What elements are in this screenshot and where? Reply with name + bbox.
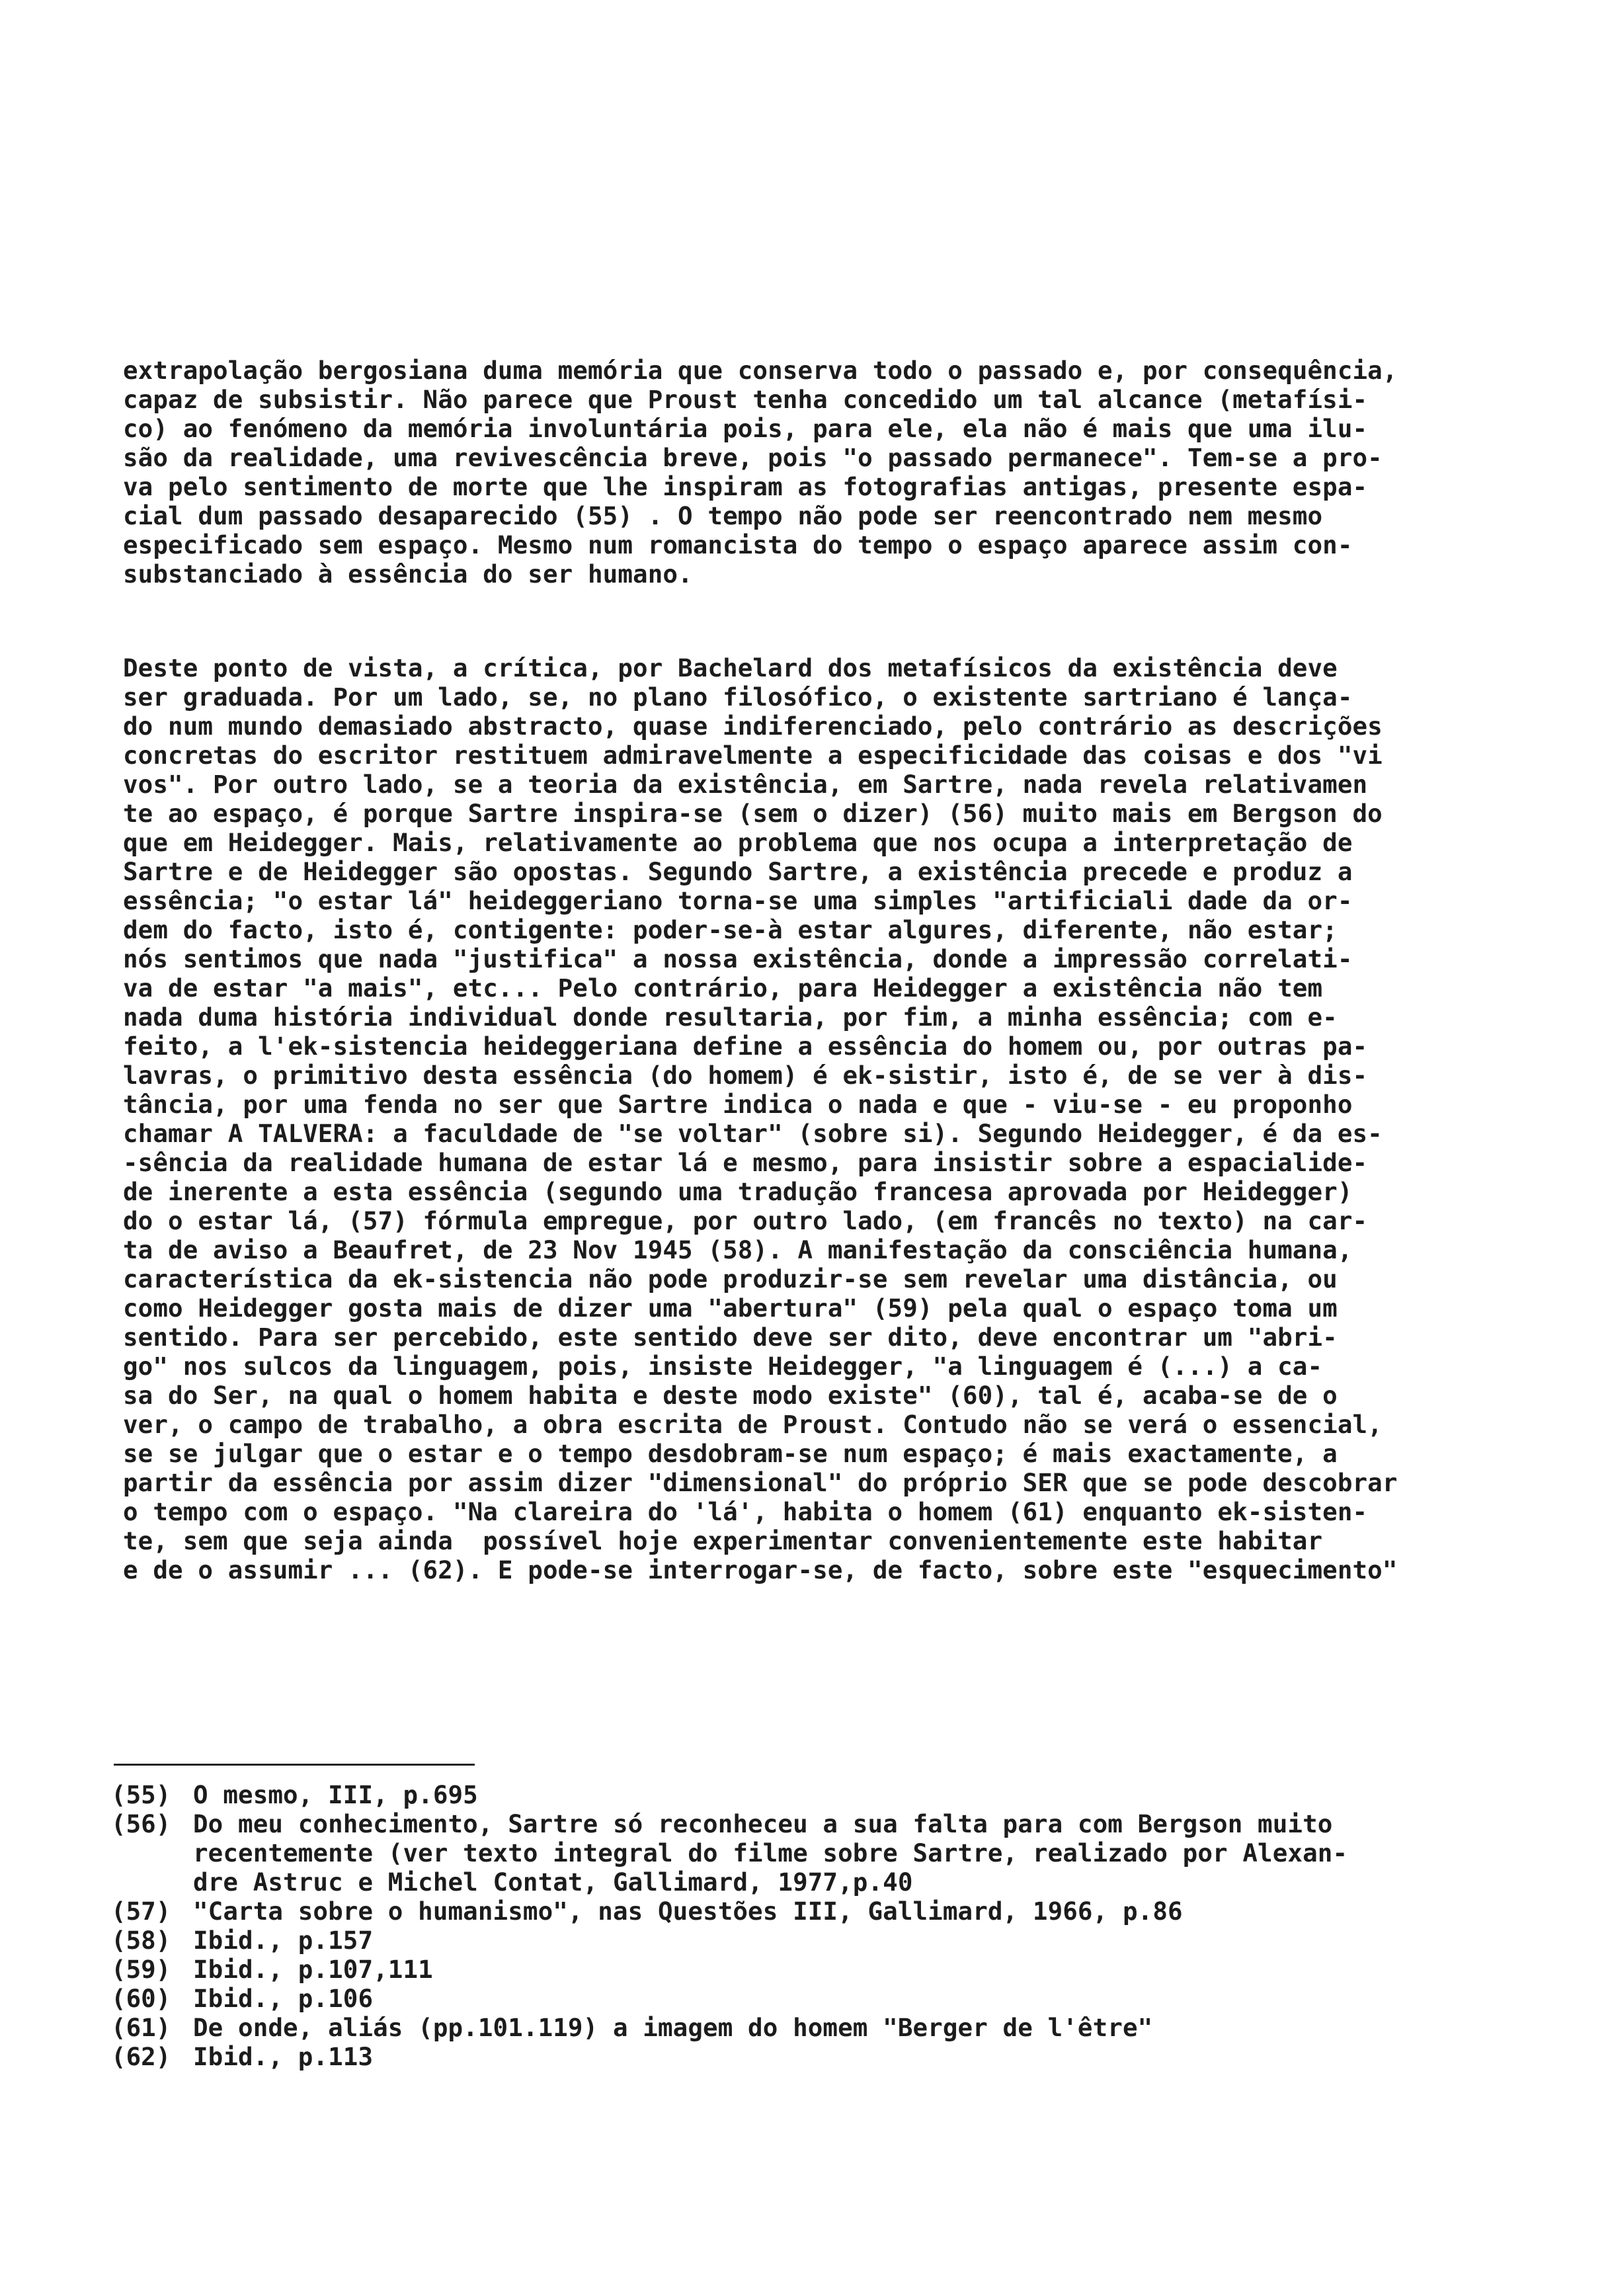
text-line: concretas do escritor restituem admiravelmente a especificidade das coisas e dos "vi (123, 741, 1383, 770)
text-line: nós sentimos que nada "justifica" a nossa existência, donde a impressão correlati- (123, 944, 1353, 973)
text-line: chamar A TALVERA: a faculdade de "se voltar" (sobre si). Segundo Heidegger, é da es- (123, 1119, 1383, 1148)
footnote-number: (59) (111, 1955, 171, 1984)
text-line: de inerente a esta essência (segundo uma tradução francesa aprovada por Heidegger) (123, 1177, 1353, 1206)
body-paragraph-2 (123, 653, 1518, 1584)
text-line: ta de aviso a Beaufret, de 23 Nov 1945 (58). A manifestação da consciência humana, (123, 1235, 1353, 1264)
footnote-number: (60) (111, 1984, 171, 2013)
text-line: sa do Ser, na qual o homem habita e deste modo existe" (60), tal é, acaba-se de o (123, 1381, 1338, 1410)
text-line: capaz de subsistir. Não parece que Proust tenha concedido um tal alcance (metafísi- (123, 385, 1368, 414)
text-line: vos". Por outro lado, se a teoria da existência, em Sartre, nada revela relativamen (123, 770, 1368, 799)
footnote-61 (111, 2013, 1533, 2042)
text-line: lavras, o primitivo desta essência (do homem) é ek-sistir, isto é, de se ver à dis- (123, 1061, 1368, 1090)
footnote-number: (55) (111, 1780, 171, 1809)
text-line: o tempo com o espaço. "Na clareira do 'lá', habita o homem (61) enquanto ek-sisten- (123, 1497, 1368, 1526)
footnote-62 (111, 2042, 1533, 2071)
text-line: Sartre e de Heidegger são opostas. Segundo Sartre, a existência precede e produz a (123, 857, 1353, 886)
footnote-text: Ibid., p.107,111 (193, 1955, 433, 1984)
footnote-text: Ibid., p.113 (193, 2042, 374, 2071)
footnotes (111, 1780, 1533, 2071)
text-line: que em Heidegger. Mais, relativamente ao problema que nos ocupa a interpretação de (123, 828, 1353, 857)
text-line: va de estar "a mais", etc... Pelo contrário, para Heidegger a existência não tem (123, 973, 1323, 1003)
footnote-text: "Carta sobre o humanismo", nas Questões III, Gallimard, 1966, p.86 (193, 1897, 1183, 1926)
footnote-number: (57) (111, 1897, 171, 1926)
text-line: cial dum passado desaparecido (55) . O tempo não pode ser reencontrado nem mesmo (123, 501, 1323, 530)
footnote-number: (56) (111, 1809, 171, 1838)
footnote-text: De onde, aliás (pp.101.119) a imagem do homem "Berger de l'être" (193, 2013, 1153, 2042)
text-line: dem do facto, isto é, contigente: poder-se-à estar algures, diferente, não estar; (123, 915, 1338, 944)
text-line: sentido. Para ser percebido, este sentido deve ser dito, deve encontrar um "abri- (123, 1323, 1338, 1352)
footnote-text: Do meu conhecimento, Sartre só reconheceu a sua falta para com Bergson muito (193, 1809, 1333, 1838)
text-line: go" nos sulcos da linguagem, pois, insiste Heidegger, "a linguagem é (...) a ca- (123, 1352, 1323, 1381)
footnote-60 (111, 1984, 1533, 2013)
text-line: feito, a l'ek-sistencia heideggeriana define a essência do homem ou, por outras pa- (123, 1032, 1368, 1061)
text-line: característica da ek-sistencia não pode produzir-se sem revelar uma distância, ou (123, 1264, 1338, 1293)
text-line: se se julgar que o estar e o tempo desdobram-se num espaço; é mais exactamente, a (123, 1439, 1338, 1468)
text-line: substanciado à essência do ser humano. (123, 559, 693, 589)
footnote-text: recentemente (ver texto integral do filme sobre Sartre, realizado por Alexan- (193, 1838, 1348, 1867)
text-line: especificado sem espaço. Mesmo num romancista do tempo o espaço aparece assim con- (123, 530, 1353, 559)
text-line: te ao espaço, é porque Sartre inspira-se (sem o dizer) (56) muito mais em Bergson do (123, 799, 1383, 828)
text-line: co) ao fenómeno da memória involuntária pois, para ele, ela não é mais que uma ilu- (123, 414, 1368, 443)
text-line: extrapolação bergosiana duma memória que conserva todo o passado e, por consequência, (123, 356, 1398, 385)
text-line: como Heidegger gosta mais de dizer uma "abertura" (59) pela qual o espaço toma um (123, 1293, 1338, 1323)
text-line: e de o assumir ... (62). E pode-se interrogar-se, de facto, sobre este "esquecimento" (123, 1555, 1398, 1584)
footnote-number: (61) (111, 2013, 171, 2042)
footnote-text: O mesmo, III, p.695 (193, 1780, 478, 1809)
text-line: partir da essência por assim dizer "dimensional" do próprio SER que se pode descobrar (123, 1468, 1398, 1497)
text-line: do o estar lá, (57) fórmula empregue, por outro lado, (em francês no texto) na car- (123, 1206, 1368, 1235)
footnote-58 (111, 1926, 1533, 1955)
footnote-59 (111, 1955, 1533, 1984)
text-line: va pelo sentimento de morte que lhe inspiram as fotografias antigas, presente espa- (123, 472, 1368, 501)
body-paragraph-1 (123, 356, 1518, 589)
text-line: são da realidade, uma revivescência breve, pois "o passado permanece". Tem-se a pro- (123, 443, 1383, 472)
footnote-56 (111, 1809, 1533, 1897)
footnote-number: (62) (111, 2042, 171, 2071)
footnote-number: (58) (111, 1926, 171, 1955)
text-line: tância, por uma fenda no ser que Sartre indica o nada e que - viu-se - eu proponho (123, 1090, 1353, 1119)
footnote-separator (114, 1764, 475, 1766)
footnote-text: dre Astruc e Michel Contat, Gallimard, 1977,p.40 (193, 1867, 913, 1897)
text-line: ver, o campo de trabalho, a obra escrita de Proust. Contudo não se verá o essencial, (123, 1410, 1383, 1439)
text-line: Deste ponto de vista, a crítica, por Bachelard dos metafísicos da existência deve (123, 653, 1338, 682)
footnote-55 (111, 1780, 1533, 1809)
text-line: do num mundo demasiado abstracto, quase indiferenciado, pelo contrário as descrições (123, 712, 1383, 741)
footnote-57 (111, 1897, 1533, 1926)
footnote-text: Ibid., p.106 (193, 1984, 374, 2013)
text-line: te, sem que seja ainda possível hoje experimentar convenientemente este habitar (123, 1526, 1323, 1555)
text-line: ser graduada. Por um lado, se, no plano filosófico, o existente sartriano é lança- (123, 682, 1353, 712)
text-line: essência; "o estar lá" heideggeriano torna-se uma simples "artificiali dade da or- (123, 886, 1353, 915)
text-line: nada duma história individual donde resultaria, por fim, a minha essência; com e- (123, 1003, 1338, 1032)
footnote-text: Ibid., p.157 (193, 1926, 374, 1955)
text-line: -sência da realidade humana de estar lá e mesmo, para insistir sobre a espacialide- (123, 1148, 1368, 1177)
